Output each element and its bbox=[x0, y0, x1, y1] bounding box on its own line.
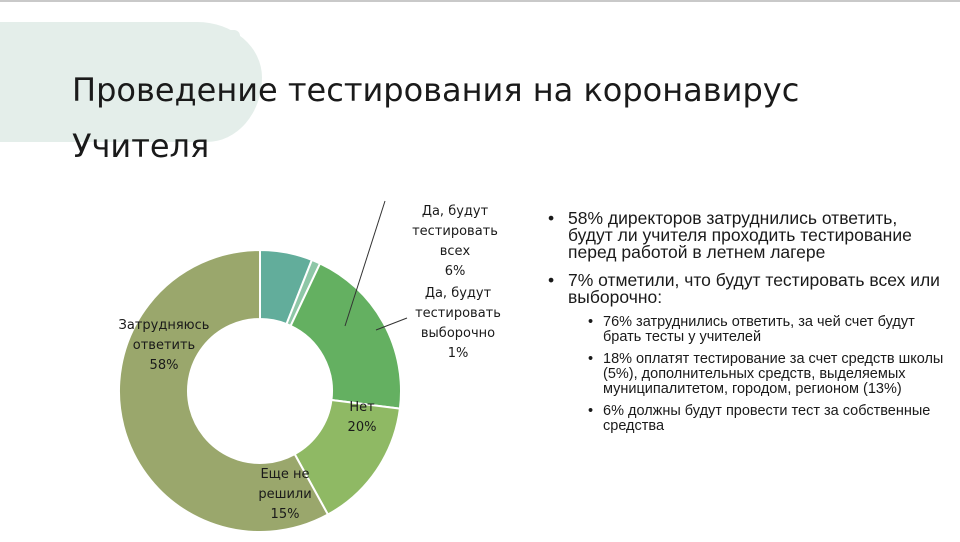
slice-label: Да, будут тестировать всех 6% bbox=[412, 204, 498, 279]
sub-bullet-item: • 6% должны будут провести тест за собственные средства bbox=[588, 404, 946, 434]
sub-bullet-list bbox=[568, 315, 946, 434]
slice-label: Да, будут тестировать выборочно 1% bbox=[415, 286, 501, 361]
slide-title-line2: Учителя bbox=[72, 127, 210, 165]
bullet-item bbox=[546, 210, 946, 261]
sub-bullet-item: • 18% оплатят тестирование за счет средств школы (5%), дополнительных средств, выделяемых муниципалитетом, городом, регионом (13%) bbox=[588, 352, 946, 397]
bullet-text: 58% директоров затруднились ответить, будут ли учителя проходить тестирование перед работой в летнем лагере bbox=[568, 208, 912, 262]
sub-bullet-item: • 76% затруднились ответить, за чей счет будут брать тесты у учителей bbox=[588, 315, 946, 345]
bullet-text: 7% отметили, что будут тестировать всех или выборочно: bbox=[568, 270, 940, 307]
slide-title-line1: Проведение тестирования на коронавирус bbox=[72, 71, 800, 109]
slice-label: Нет 20% bbox=[347, 400, 377, 435]
bullet-list bbox=[546, 210, 946, 445]
slice-label: Затрудняюсь ответить 58% bbox=[118, 318, 210, 373]
slice-label: Еще не решили 15% bbox=[258, 467, 312, 522]
bullet-item bbox=[546, 272, 946, 434]
